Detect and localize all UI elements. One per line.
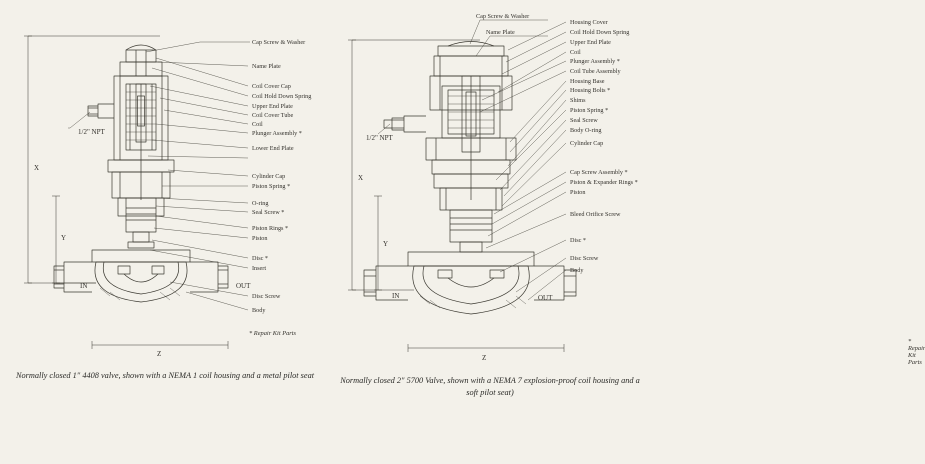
dimension-lines (24, 36, 228, 349)
repair-kit-note-right: * Repair Kit Parts (908, 338, 925, 366)
callout-piston-spring: Piston Spring * (252, 183, 291, 190)
callout-piston-rings: Piston Rings * (252, 225, 289, 232)
callout-piston-spring: Piston Spring * (570, 107, 609, 114)
callout-cap-screw-washer: Cap Screw & Washer (252, 39, 306, 46)
dimension-x-label: X (34, 164, 40, 172)
inlet-port-label: IN (80, 282, 88, 290)
leader-lines-right (148, 58, 248, 310)
left-caption: Normally closed 1″ 4408 valve, shown with a NEMA 1 coil housing and a metal pilot seat (15, 371, 315, 380)
outlet-port-label: OUT (236, 282, 251, 290)
piston-group (126, 198, 156, 248)
right-drawing-svg (330, 0, 650, 375)
valve-body-group (364, 252, 576, 314)
callout-body: Body (570, 267, 584, 274)
callout-coil: Coil (570, 49, 581, 56)
callout-lower-end-plate: Lower End Plate (252, 145, 294, 152)
dimension-y-label: Y (383, 240, 389, 248)
callout-name-plate: Name Plate (486, 29, 515, 36)
callout-disc-screw: Disc Screw (570, 255, 599, 262)
callout-coil-tube-assembly: Coil Tube Assembly (570, 68, 621, 75)
piston-group (450, 210, 492, 252)
callout-coil-hold-down-spring: Coil Hold Down Spring (570, 29, 630, 36)
callout-upper-end-plate: Upper End Plate (252, 103, 293, 110)
leader-line-npt (68, 112, 90, 128)
callout-upper-end-plate: Upper End Plate (570, 39, 611, 46)
callout-coil-cover-cap: Coil Cover Cap (252, 83, 291, 90)
right-caption: Normally closed 2″ 5700 Valve, shown with a NEMA 7 explosion-proof coil housing and a soft pilot seat) (340, 376, 640, 397)
conduit-npt-label: 1/2" NPT (366, 134, 393, 142)
plunger-assembly-group (136, 84, 146, 200)
callout-piston-expander-rings: Piston & Expander Rings * (570, 179, 638, 186)
conduit-connection (88, 104, 114, 118)
callout-coil-hold-down-spring: Coil Hold Down Spring (252, 93, 312, 100)
callout-insert: Insert (252, 265, 267, 272)
callout-cylinder-cap: Cylinder Cap (252, 173, 286, 180)
repair-kit-note-left: * Repair Kit Parts (249, 330, 297, 337)
dimension-lines (348, 40, 564, 352)
callout-cap-screw-assembly: Cap Screw Assembly * (570, 169, 628, 176)
callout-seal-screw: Seal Screw (570, 117, 598, 124)
dimension-z-label: Z (157, 350, 162, 358)
leader-line-cap-screw (146, 42, 250, 52)
callout-shims: Shims (570, 97, 586, 104)
callout-cap-screw-washer: Cap Screw & Washer (476, 13, 530, 20)
callout-plunger-assembly: Plunger Assembly * (252, 130, 302, 137)
dimension-x-label: X (358, 174, 364, 182)
callout-bleed-orifice-screw: Bleed Orifice Screw (570, 211, 621, 218)
callout-coil-cover-tube: Coil Cover Tube (252, 112, 294, 119)
callout-seal-screw: Seal Screw * (252, 209, 285, 216)
dimension-z-label: Z (482, 354, 487, 362)
callout-coil: Coil (252, 121, 263, 128)
callout-disc: Disc * (252, 255, 268, 262)
callout-o-ring: O-ring (252, 200, 269, 207)
callout-disc-screw: Disc Screw (252, 293, 281, 300)
body-hatching (420, 296, 526, 308)
callout-name-plate: Name Plate (252, 63, 281, 70)
outlet-port-label: OUT (538, 294, 553, 302)
dimension-y-label: Y (61, 234, 67, 242)
callout-housing-cover: Housing Cover (570, 19, 608, 26)
callout-plunger-assembly: Plunger Assembly * (570, 58, 620, 65)
callout-body: Body (252, 307, 266, 314)
callout-disc: Disc * (570, 237, 586, 244)
conduit-npt-label: 1/2" NPT (78, 128, 105, 136)
leader-lines-top (470, 20, 548, 56)
inlet-port-label: IN (392, 292, 400, 300)
conduit-connection (384, 116, 426, 132)
callout-cylinder-cap: Cylinder Cap (570, 140, 604, 147)
callout-piston: Piston (252, 235, 268, 242)
left-drawing-svg (0, 0, 330, 370)
left-valve-diagram (0, 0, 330, 420)
leader-lines-right (480, 22, 566, 300)
callout-housing-base: Housing Base (570, 78, 605, 85)
callout-housing-bolts: Housing Bolts * (570, 87, 611, 94)
right-valve-diagram (330, 0, 925, 420)
callout-body-o-ring: Body O-ring (570, 127, 602, 134)
callout-piston: Piston (570, 189, 586, 196)
valve-body-group (54, 250, 228, 302)
